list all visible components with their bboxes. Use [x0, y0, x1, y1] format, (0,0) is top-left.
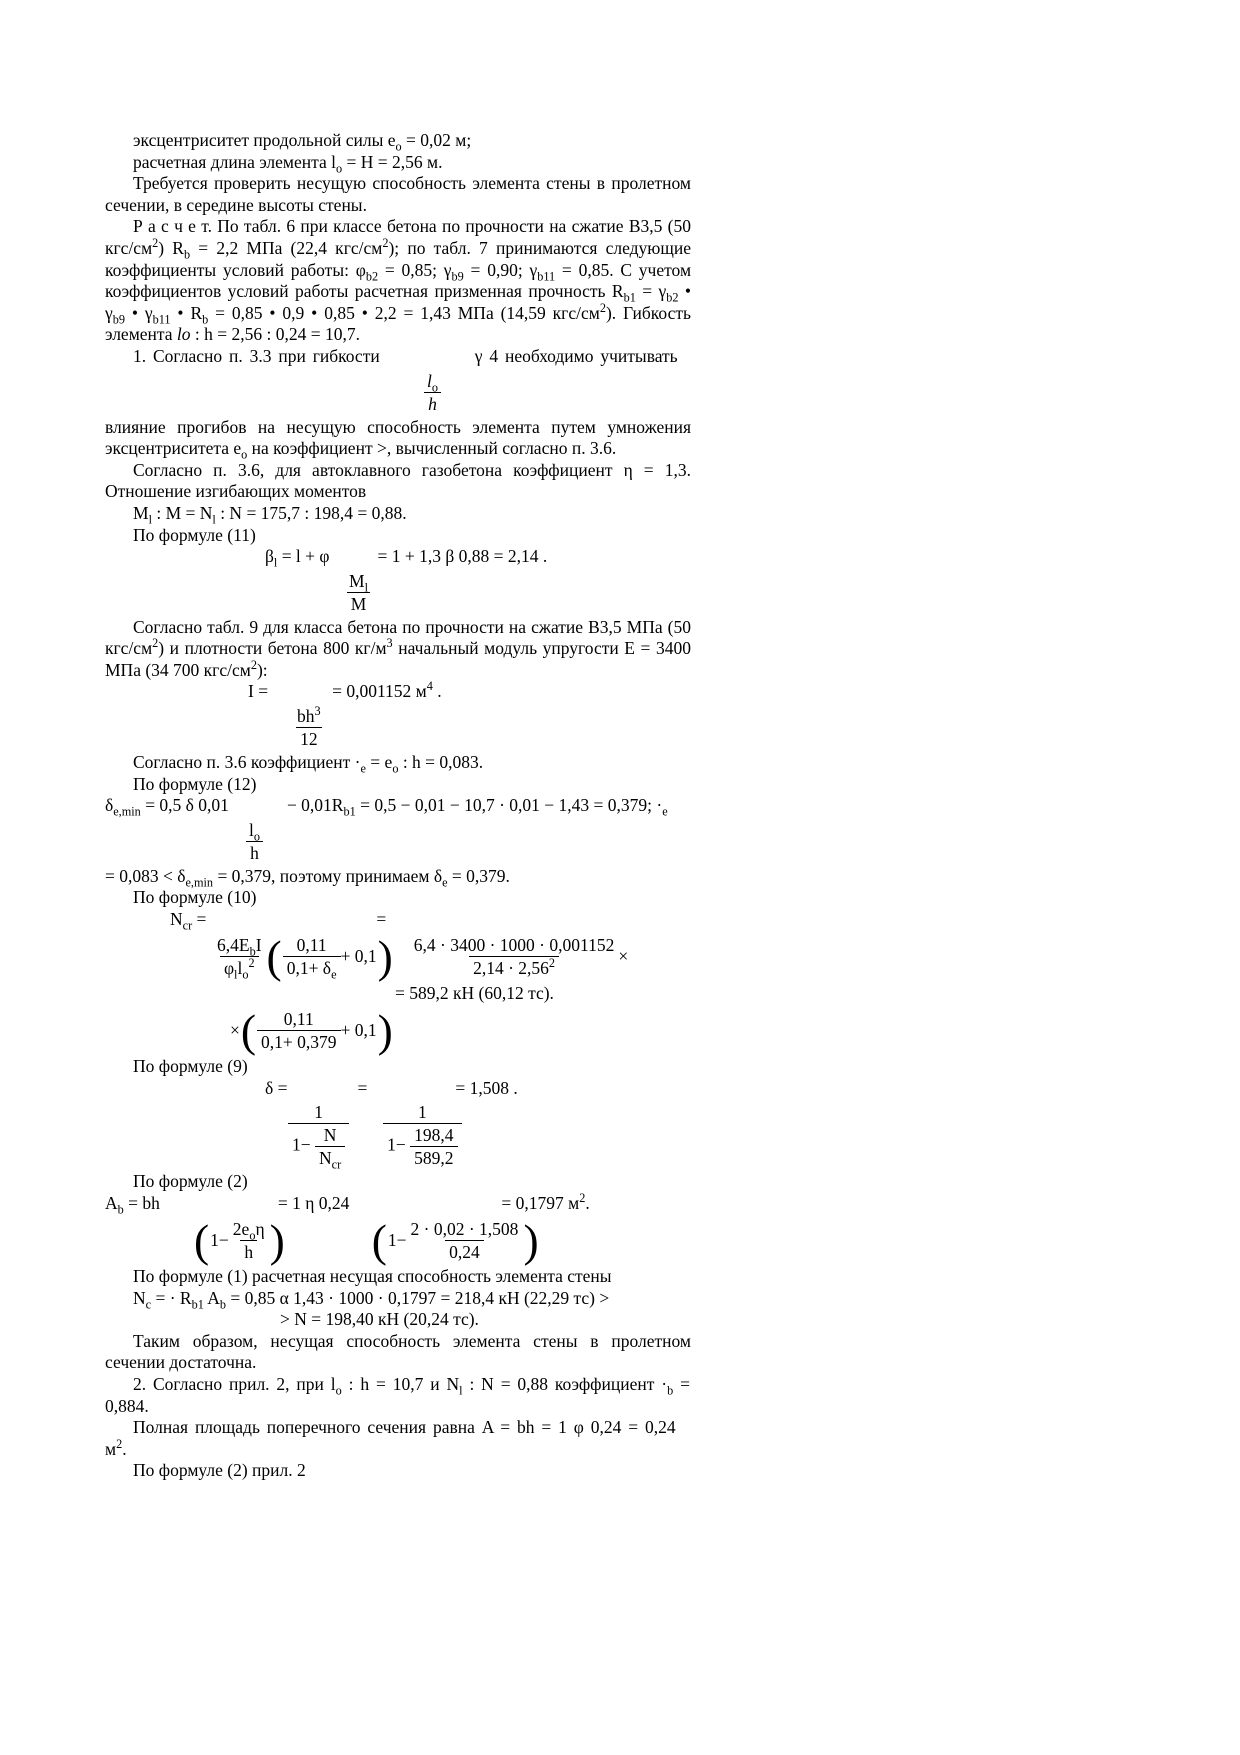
text-run: $\beta_l = l + \varphi$ [265, 546, 330, 570]
formula-block-12 [105, 795, 691, 890]
symbolic-expression [213, 930, 394, 982]
paragraph-calculation: Р а с ч е т. По табл. 6 при классе бетона по прочности на сжатие В3,5 (50 кгс/$см^2$) $R_b = 2,2$ МПа (22,4 кгс/$см^2$); по табл. 7 принимаются следующие коэффициенты условий работы: $\varphi_{b2} = 0,85$; $\gamma_{b9} = 0,90$; $\gamma_{b11} = 0,85$. С учетом коэффициентов условий работы расчетная призменная прочность $R_{b1} = \gamma_{b2}$ • $\gamma_{b9}$ • $\gamma_{b11}$ • $R_b = 0,85$ • 0,9 • 0,85 • 2,2 = 1,43 МПа (14,59 кгс/$см^2$). Гибкость элемента lo : h = 2,56 : 0,24 = 10,7. [105, 216, 692, 345]
formula-line [248, 681, 691, 703]
numeric-expression: $\frac{6,4 \cdot 3400 \cdot 1000 \cdot 0,001152}{2,14 \cdot 2,56^2}$ × [410, 935, 628, 978]
paragraph-conclusion: Таким образом, несущая способность элемента стены в пролетном сечении достаточна. [105, 1330, 691, 1373]
formula-line: = $0,083 < \delta_{e,min} = 0,379$, поэтому принимаем $\delta_e = 0,379$. [105, 865, 510, 890]
text-run: $\delta_{e,min} = 0,5$ δ 0,01 [105, 795, 229, 819]
fraction: $\frac{0,11}{0,1+ 0,379}$ [257, 1009, 341, 1052]
close-paren-icon: ) [377, 930, 393, 982]
fraction: $\frac{2e_о\eta}{h}$ [232, 1218, 265, 1262]
parenthesized-expression: ( 1− $\frac{2 \cdot 0,02 \cdot 1,508}{0,24}$ ) [371, 1214, 539, 1266]
fraction-lo-over-h [423, 371, 691, 414]
fraction: $\frac{M_l}{M}$ [345, 571, 372, 614]
parenthesized-expression: ( $\frac{0,11}{0,1+ 0,379}$ + 0,1 ) [240, 1004, 393, 1056]
text-run: I = [248, 681, 269, 702]
open-paren-icon: ( [194, 1214, 210, 1266]
text-line-formula-1-caption: По формуле (1) расчетная несущая способность элемента стены [133, 1266, 612, 1287]
text-line-formula-11-caption: По формуле (11) [133, 524, 256, 545]
formula-result: = 1,508 . [455, 1077, 518, 1098]
formula-parens-row [193, 1214, 691, 1266]
text-line-delta-e: Согласно п. 3.6 коэффициент $\cdot_e = e_о$ : h = 0,083. [133, 752, 484, 776]
text-run: − $0,01R_{b1} = 0,5 - 0,01 - 10,7 \cdot 0,01 - 1,43 = 0,379$; $\cdot_e$ [286, 795, 668, 819]
paragraph-modulus: Согласно табл. 9 для класса бетона по прочности на сжатие В3,5 МПа (50 кгс/$см^2$) и плотности бетона 800 $кг/м^3$ начальный модуль упругости E = 3400 МПа (34 700 кгс/$см^2$): [105, 616, 691, 680]
equals-sign: = [376, 909, 387, 930]
formula-block-slenderness [105, 346, 691, 460]
fraction-lo-over-h [245, 820, 691, 863]
formula-block-10 [105, 909, 691, 1056]
fraction: $\frac{198,4}{589,2}$ [410, 1125, 457, 1168]
formula-block-2 [105, 1191, 691, 1266]
fraction-numeric [383, 1102, 461, 1168]
text-line-moment-ratio: $M_l$ : $M = N_l$ : N = 175,7 : 198,4 = 0,88. [133, 502, 407, 527]
fraction: $\frac{6,4 \cdot 3400 \cdot 1000 \cdot 0,001152}{2,14 \cdot 2,56^2}$ [413, 934, 615, 978]
formula-line [105, 1193, 691, 1215]
text-line-formula-9-caption: По формуле (9) [133, 1056, 248, 1077]
fraction-bh3-over-12 [293, 706, 691, 749]
text-run: δ = [265, 1077, 288, 1098]
text-run: = 0,001152 $м^4$ . [332, 679, 442, 702]
document-content [105, 130, 691, 1482]
formula-block-9 [105, 1077, 691, 1172]
text-line-formula-12-caption: По формуле (12) [133, 773, 257, 794]
fraction: $\frac{l_о}{h}$ [245, 820, 264, 863]
text-run: = 1 + 1,3 β 0,88 = 2,14 . [377, 546, 548, 567]
paragraph-appendix-2-line1: 2. Согласно прил. 2, при $l_о$ : h = 10,7 и $N_l$ : N = 0,88 коэффициент $\cdot_b$ = [133, 1374, 690, 1398]
close-paren-icon: ) [523, 1214, 539, 1266]
text-line-formula-2-appendix: По формуле (2) прил. 2 [133, 1460, 306, 1481]
open-paren-icon: ( [240, 1004, 257, 1056]
formula-continuation: × ( $\frac{0,11}{0,1+ 0,379}$ + 0,1 ) [230, 1004, 393, 1056]
fraction: $\frac{0,11}{0,1+ \delta_e}$ [283, 935, 341, 978]
text-run: = 0,1797 $м^2$. [501, 1191, 590, 1213]
formula-line [265, 546, 691, 568]
fraction: $\frac{l_o}{h}$ [423, 371, 442, 414]
formula-result: = 589,2 кН (60,12 тс). [395, 983, 554, 1004]
text-line-bearing-capacity: $N_c$ = · $R_{b1}$ $A_b = 0,85$ α 1,43 · 1000 · 0,1797 = 218,4 кН (22,29 тс) > [133, 1287, 610, 1312]
paragraph-task: Требуется проверить несущую способность элемента стены в пролетном сечении, в середине высоты стены. [105, 173, 691, 215]
text-line-formula-10-caption: По формуле (10) [133, 887, 257, 908]
text-run: γ 4 необходимо учитывать [474, 345, 678, 366]
text-run: = 1 η 0,24 [277, 1193, 350, 1213]
fraction: $\frac{N}{N_{cr}}$ [315, 1125, 345, 1168]
fraction-Ml-over-M [345, 571, 691, 614]
formula-line [105, 795, 691, 817]
paragraph-cross-section-line2: $м^2$. [105, 1437, 127, 1459]
text-run: 1. Согласно п. 3.3 при гибкости [133, 345, 380, 366]
text-run: $A_b$ = bh [105, 1193, 160, 1217]
equals-sign: = [357, 1077, 368, 1098]
open-paren-icon: ( [266, 930, 282, 982]
text-line-eccentricity: эксцентриситет продольной силы $e_о = 0,02$ м; [133, 130, 472, 154]
paragraph-cross-section-line1: Полная площадь поперечного сечения равна A = bh = 1 φ 0,24 = 0,24 [133, 1417, 676, 1438]
formula-fractions-row [288, 1102, 691, 1172]
paren-symbolic [193, 1214, 286, 1266]
paren-numeric [371, 1214, 540, 1266]
text-line-comparison: > N = 198,40 кН (20,24 тс). [280, 1309, 479, 1330]
close-paren-icon: ) [377, 1004, 393, 1056]
fraction: $\frac{bh^3}{12}$ [297, 704, 321, 750]
formula-line [265, 1078, 691, 1100]
fraction: 1 1− $\frac{N}{N_{cr}}$ [288, 1102, 349, 1168]
formula-block-inertia [105, 681, 691, 749]
parenthesized-expression: ( 1− $\frac{2e_о\eta}{h}$ ) [194, 1214, 285, 1266]
paragraph-continuation: влияние прогибов на несущую способность элемента путем умножения эксцентриситета $e_о$ на коэффициент >, вычисленный согласно п. 3.6. [105, 416, 691, 462]
text-line-formula-2-caption: По формуле (2) [133, 1171, 248, 1192]
parenthesized-expression: ( $\frac{0,11}{0,1+ \delta_e}$ + 0,1 ) [266, 930, 393, 982]
fraction-symbolic [288, 1102, 349, 1172]
fraction: $\frac{6,4E_bI}{\varphi_ll_o^2}$ [217, 934, 262, 982]
fraction: 1 1− $\frac{198,4}{589,2}$ [383, 1102, 461, 1168]
formula-line [170, 909, 691, 931]
fraction: $\frac{2 \cdot 0,02 \cdot 1,508}{0,24}$ [410, 1218, 519, 1262]
formula-expression-row [213, 930, 691, 982]
text-run: $N_{cr}$ = [170, 909, 207, 933]
close-paren-icon: ) [269, 1214, 285, 1266]
formula-block-11 [105, 546, 691, 614]
paragraph-eta-coefficient: Согласно п. 3.6, для автоклавного газобетона коэффициент η = 1,3. Отношение изгибающих моментов [105, 459, 691, 502]
open-paren-icon: ( [371, 1214, 387, 1266]
formula-line [105, 346, 691, 368]
paragraph-appendix-2-line2: 0,884. [105, 1395, 149, 1416]
text-line-design-length: расчетная длина элемента $l_о = H = 2,56$ м. [133, 151, 443, 176]
